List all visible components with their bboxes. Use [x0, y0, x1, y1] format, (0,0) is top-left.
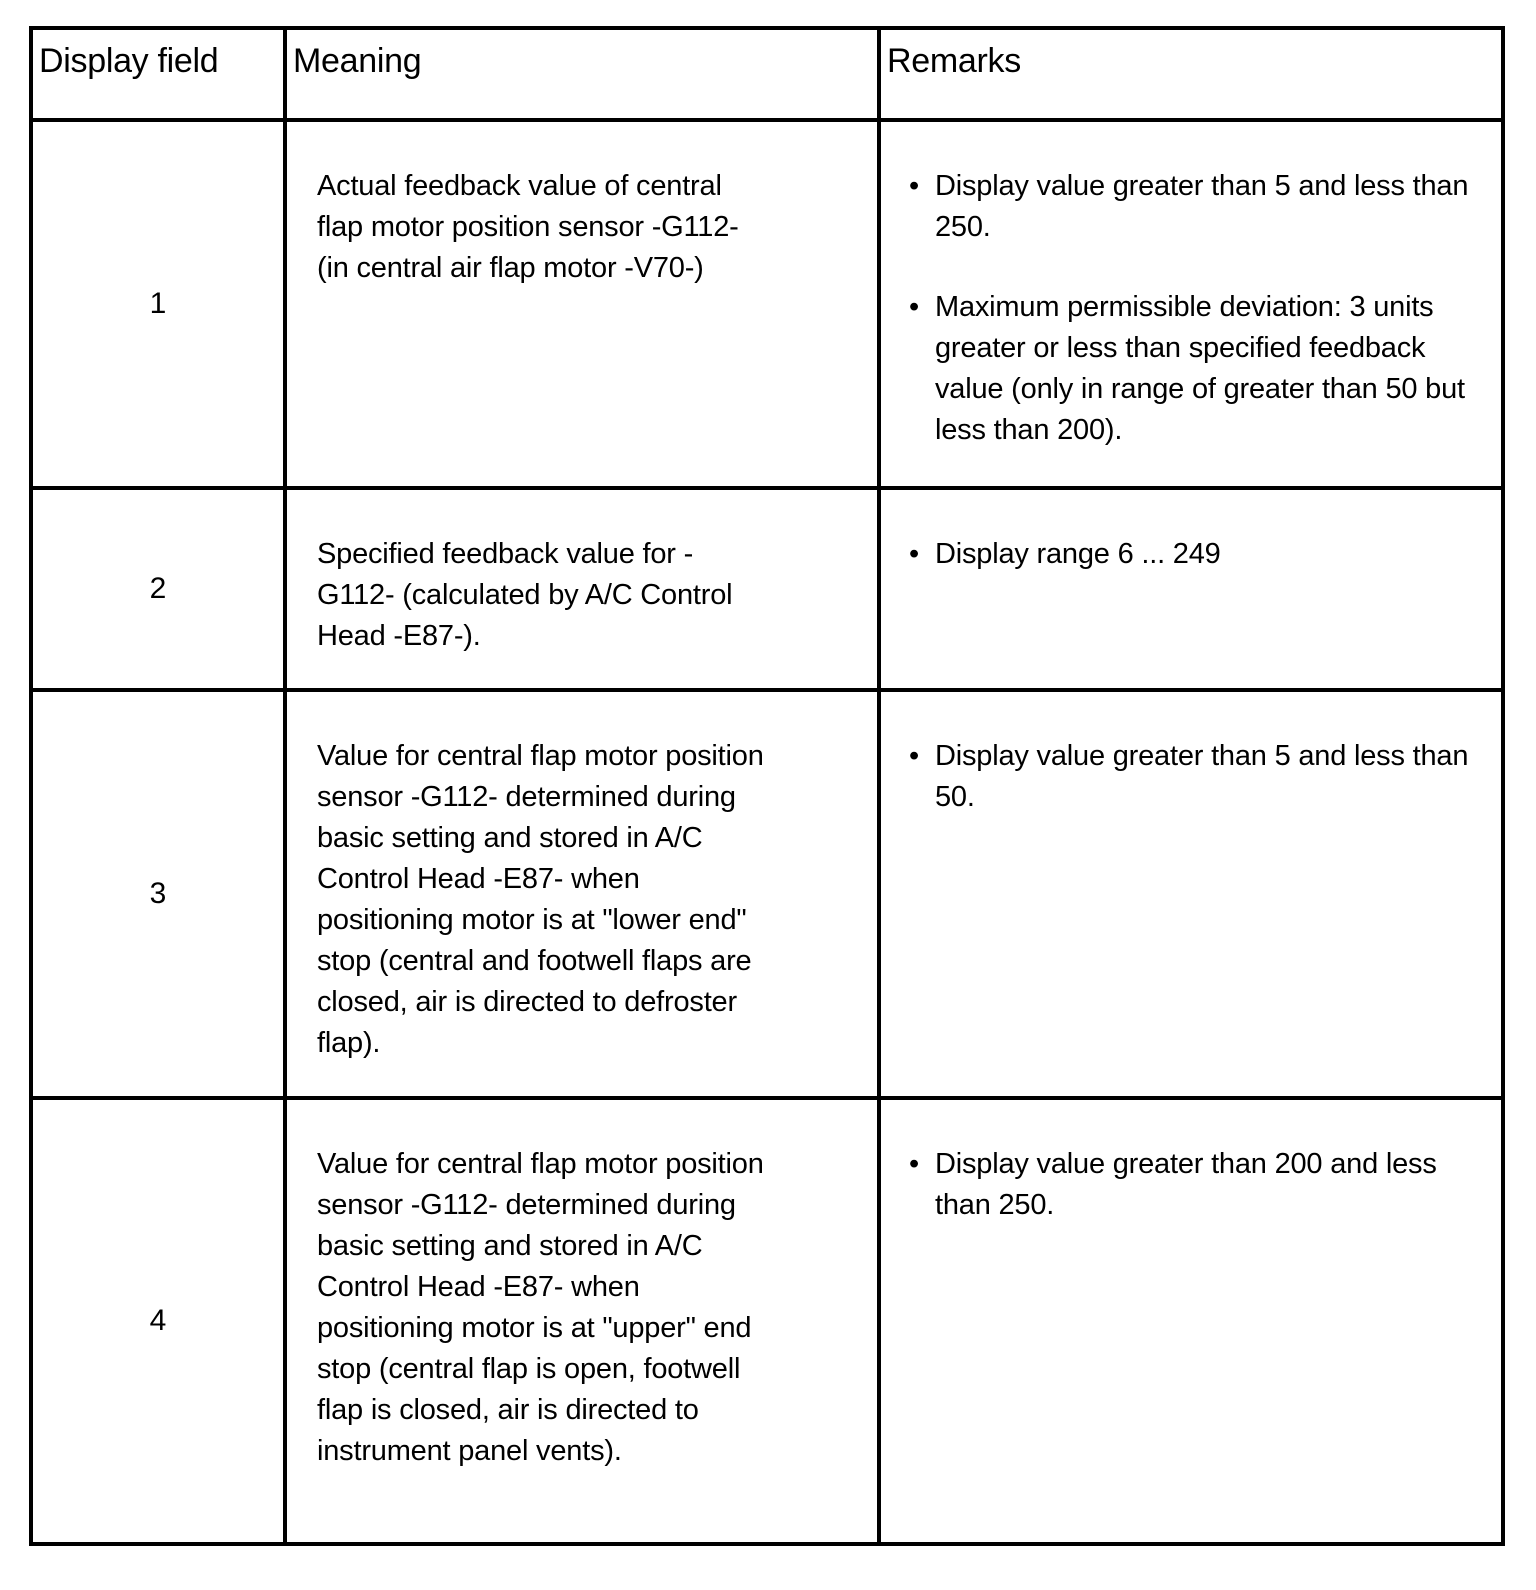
remark-item [909, 166, 1471, 248]
meaning-cell: Value for central flap motor position sensor -G112- determined during basic setting and stored in A/C Control Head -E87- when positioning motor is at "lower end" stop (central and footwell flaps are closed, air is directed to defroster flap). [285, 690, 879, 1098]
table-row [31, 120, 1503, 488]
meaning-cell: Actual feedback value of central flap motor position sensor -G112- (in central air flap motor -V70-) [285, 120, 879, 488]
remark-text: Display value greater than 5 and less than 50. [935, 740, 1469, 813]
display-field-cell: 4 [31, 1098, 285, 1544]
remark-text: Display value greater than 5 and less than 250. [935, 170, 1469, 243]
display-field-cell: 3 [31, 690, 285, 1098]
bullet-icon: • [909, 538, 919, 570]
meaning-cell: Specified feedback value for -G112- (calculated by A/C Control Head -E87-). [285, 488, 879, 690]
remarks-list [909, 534, 1471, 575]
table-header-row [31, 28, 1503, 120]
remarks-list [909, 1144, 1471, 1226]
remark-item [909, 736, 1471, 818]
remarks-list [909, 736, 1471, 818]
header-remarks: Remarks [879, 28, 1503, 120]
display-field-cell: 1 [31, 120, 285, 488]
table-row [31, 488, 1503, 690]
remark-item [909, 287, 1471, 451]
header-meaning: Meaning [285, 28, 879, 120]
remarks-cell [879, 1098, 1503, 1544]
bullet-icon: • [909, 291, 919, 323]
remark-text: Display range 6 ... 249 [935, 538, 1221, 570]
remark-text: Maximum permissible deviation: 3 units greater or less than specified feedback value (only in range of greater than 50 but less than 200). [935, 291, 1465, 446]
remarks-cell [879, 120, 1503, 488]
table-row [31, 1098, 1503, 1544]
remarks-cell [879, 488, 1503, 690]
remark-text: Display value greater than 200 and less than 250. [935, 1148, 1437, 1221]
bullet-icon: • [909, 170, 919, 202]
remark-item [909, 1144, 1471, 1226]
remarks-cell [879, 690, 1503, 1098]
table-row [31, 690, 1503, 1098]
bullet-icon: • [909, 1148, 919, 1180]
display-field-cell: 2 [31, 488, 285, 690]
bullet-icon: • [909, 740, 919, 772]
remarks-list [909, 166, 1471, 451]
header-display-field: Display field [31, 28, 285, 120]
display-fields-table [29, 26, 1505, 1546]
meaning-cell: Value for central flap motor position sensor -G112- determined during basic setting and stored in A/C Control Head -E87- when positioning motor is at "upper" end stop (central flap is open, footwell flap is closed, air is directed to instrument panel vents). [285, 1098, 879, 1544]
remark-item [909, 534, 1471, 575]
